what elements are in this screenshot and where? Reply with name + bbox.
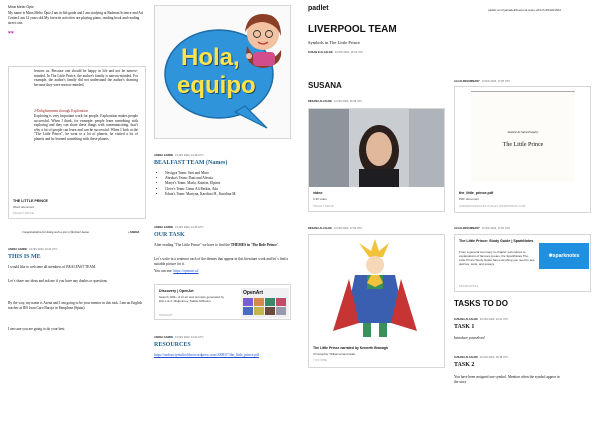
task2-author: SUSANA ALCALDE — [454, 356, 478, 359]
board-author: SUSAN B ALCALDE — [308, 51, 333, 54]
openart-thumbnail — [241, 288, 289, 318]
video-type: PADLET DRIVE — [313, 205, 334, 208]
team-list — [156, 171, 299, 197]
video-post-meta — [308, 100, 362, 103]
pdf-domain: ANDREW.MARULES.PADLET.WORDPRESS.COM — [459, 205, 526, 208]
spark-post-date: 13 NIS 2023, 17:20 UTC — [481, 227, 511, 230]
task-p1-bold: THEMES in 'The Bofe Prince' — [230, 243, 278, 247]
link-card-title: Discovery | OpenArt — [159, 289, 194, 293]
doc-para-1: lessons us. Because one should be happy in life and not be narrow-minded. In The Little Prince, the author's family is narrow-minded. For example, the author's family did not understand the author's drawing because they were narrow-minded. — [34, 69, 138, 87]
pdf-preview[interactable] — [471, 91, 575, 182]
post-author: ASENA GARDE — [8, 248, 28, 251]
spark-title: The Little Prince: Study Guide | SparkNotes — [459, 239, 534, 243]
doc-heading-2: 2-Enlightenment through Exploration — [34, 109, 89, 113]
hola-line-2: equipo — [177, 72, 256, 99]
team-list-item: • Cleve's Team: Umut Ali Berkin, Ada — [165, 187, 299, 191]
spark-desc: From a general summary to chapter summaries to explanations of famous quotes, the SparkNotes The Little Prince Study Guide has everything you need to ace quizzes, tests, and essays. — [459, 250, 535, 266]
comment-author: • ASENA — [128, 230, 140, 234]
resource-link[interactable]: https://usdoswiyetnlicolibrowordpress.com/2008/07/the_little_prince.pdf — [154, 353, 260, 357]
doc-card[interactable] — [8, 66, 146, 219]
drawing-card[interactable] — [308, 234, 445, 368]
task1-title: TASK 1 — [454, 324, 475, 330]
team-post-date: 13 NIS 2023, 14:48 UTC — [175, 154, 204, 157]
task-post-p1 — [154, 243, 292, 248]
task-p3-text: You can use: — [154, 269, 174, 273]
video-thumbnail[interactable] — [309, 109, 445, 187]
sparknotes-link-card[interactable] — [454, 234, 591, 292]
link-card-domain: OPENART — [159, 314, 173, 317]
team-list-item: • Eduia's Team: Martyna, Karolina H., Karolina M. — [165, 192, 299, 196]
res-post-meta — [154, 336, 203, 339]
doc-para-2: Exploring is very important work for people. Exploration makes people successful. When I think, for example: people learn something with exploring and they can share these things with communicating. that's why a lot of people can learn and can be successful. When I look at the "The Little Prince", he went to a lot of planets, he visited a lot of planets and he learned something with these planets. — [34, 114, 138, 141]
res-post-title: RESOURCES — [154, 342, 191, 348]
task1-date: 22 NIS 2023, 14:41 UTC — [479, 318, 509, 321]
drawing-post-date: 12 NIS 2023, 17:00 UTC — [333, 227, 363, 230]
pdf-post-date: 13 NIS 2023, 17:05 UTC — [481, 80, 511, 83]
sparknotes-logo: ✱sparknotes — [539, 243, 589, 269]
task2-meta — [454, 356, 508, 359]
openart-link[interactable]: https://openart.ai/ — [173, 269, 199, 273]
section-tasks: TASKS TO DO — [454, 299, 508, 308]
task-post-author: ASENA GARDE — [154, 226, 174, 229]
openart-link-card[interactable] — [154, 284, 291, 320]
pdf-post-author: ALCALDESUMMARY — [454, 80, 480, 83]
post-p3: By the way, my name is Asena and I am going to be your mentor in this task. I am an English teacher at IES Juan Caro Baroja in Pamplona (Spain). — [8, 301, 143, 310]
hola-image[interactable] — [154, 5, 291, 139]
link-card-desc: Search 10M+ of AI art and prompts generated by DALL·E 2, Midjourney, Stable Diffusion — [159, 295, 224, 303]
board-title: LIVERPOOL TEAM — [308, 24, 397, 35]
pdf-post-meta — [454, 80, 510, 83]
openart-thumb-label: OpenArt — [243, 290, 263, 296]
team-post-title: BEALFAST TEAM (Names) — [154, 160, 228, 166]
board-date: 13 NIS 2023, 16:31 UTC — [334, 51, 364, 54]
section-susana: SUSANA — [308, 81, 342, 90]
post-p1: I would like to welcome all members of BEALFAST TEAM. — [8, 265, 97, 269]
post-date: 13 NIS 2023, 16:41 UTC — [29, 248, 58, 251]
doc-title: THE LITTLE PRINCE — [13, 199, 48, 203]
drawing-sub: Christopher Williams/sandmidar — [313, 352, 356, 356]
intro-text: My name is Mina Melio Ópiz,I am in 6th grade and I am studying at Badman Science and Art Center.I am 12 years old.My favorite activities are playing piano, reading book and reading street cats. — [8, 11, 144, 25]
hola-line-1: Hola, — [181, 44, 240, 71]
res-post-author: ASENA GARDE — [154, 336, 174, 339]
pdf-card[interactable] — [454, 86, 591, 213]
post-meta — [8, 248, 57, 251]
comment-text: Congratulations for doing such a nice reflection! Asena — [22, 230, 89, 234]
task-post-p2: Let´s write in a sentence each of the themes that appear in this literature work and let´s find a suitable picture for it. — [154, 257, 288, 266]
pdf-book-title: The Little Prince — [502, 142, 544, 148]
video-post-date: 12 NIS 2023, 16:48 UTC — [333, 100, 363, 103]
task1-meta — [454, 318, 508, 321]
doc-subtitle: Word document — [13, 205, 35, 209]
team-list-item: • Nevigya Team: Sezi and Mina — [165, 171, 299, 175]
task-p1-text: After reading "The Little Prince" we have to find the — [154, 243, 231, 247]
drawing-post-author: DESANA ALCALDE — [308, 227, 332, 230]
video-label: video — [313, 191, 323, 195]
task1-body: Introduce yourselves! — [454, 336, 486, 340]
video-sub: 0.36 video — [313, 197, 327, 201]
spark-domain: SPARKNOTES — [459, 285, 479, 288]
task2-date: 22 NIS 2023, 15:48 UTC — [479, 356, 509, 359]
team-post-author: ASENA GARDE — [154, 154, 174, 157]
task-p1-end: . — [277, 243, 279, 247]
spark-post-author: ALCALDESUMMARY — [454, 227, 480, 230]
post-p2: Let´s share our ideas and ask me if you have any doubts or questions. — [8, 279, 108, 283]
drawing-title: The Little Prince narrated by Kenneth Branagh — [313, 346, 388, 350]
task-post-meta — [154, 226, 203, 229]
video-card[interactable] — [308, 108, 445, 212]
post-title: THIS IS ME — [8, 254, 41, 260]
video-post-author: DESANA ALCALDE — [308, 100, 332, 103]
task2-title: TASK 2 — [454, 362, 475, 368]
padlet-logo[interactable]: padlet — [308, 5, 329, 12]
pdf-file-name: the_little_prince.pdf — [459, 191, 494, 195]
spark-post-meta — [454, 227, 510, 230]
pdf-file-sub: PDF document — [459, 197, 480, 201]
doc-type: PADLET DRIVE — [13, 212, 34, 215]
task2-body: You have been assigned one symbol. Mention when the symbol appear in the story — [454, 375, 560, 384]
task-post-title: OUR TASK — [154, 232, 185, 238]
team-list-item: • Marye's Team: María, Katerin, Elpinis — [165, 181, 299, 185]
task-post-p3 — [154, 269, 199, 273]
post-p4: I am sure you are going to do your best. — [8, 327, 66, 331]
drawing-post-meta — [308, 227, 362, 230]
team-list-item: • Abruka's Team: Dani and Alessia — [165, 176, 299, 180]
team-post-meta — [154, 154, 203, 157]
board-meta — [308, 51, 363, 54]
task1-author: SUSANA ALCALDE — [454, 318, 478, 321]
board-url: padlet.com/yalcadeli/liverpool-team-o64u7cRCHE4h6d — [488, 8, 561, 12]
res-post-date: 13 NIS 2023, 14:44 UTC — [175, 336, 204, 339]
board-subtitle: Symbols in The Little Prince — [308, 40, 360, 45]
pdf-small-head: Antoine de Saint-Exupéry — [507, 130, 539, 134]
little-prince-illustration[interactable] — [309, 235, 445, 343]
task-post-date: 13 NIS 2023, 14:45 UTC — [175, 226, 204, 229]
drawing-type: YOUTUBE — [313, 359, 327, 362]
heart-emoji-icon: ♥♥ — [8, 30, 14, 36]
intro-name: Mina Melio Ópiz — [8, 5, 34, 9]
